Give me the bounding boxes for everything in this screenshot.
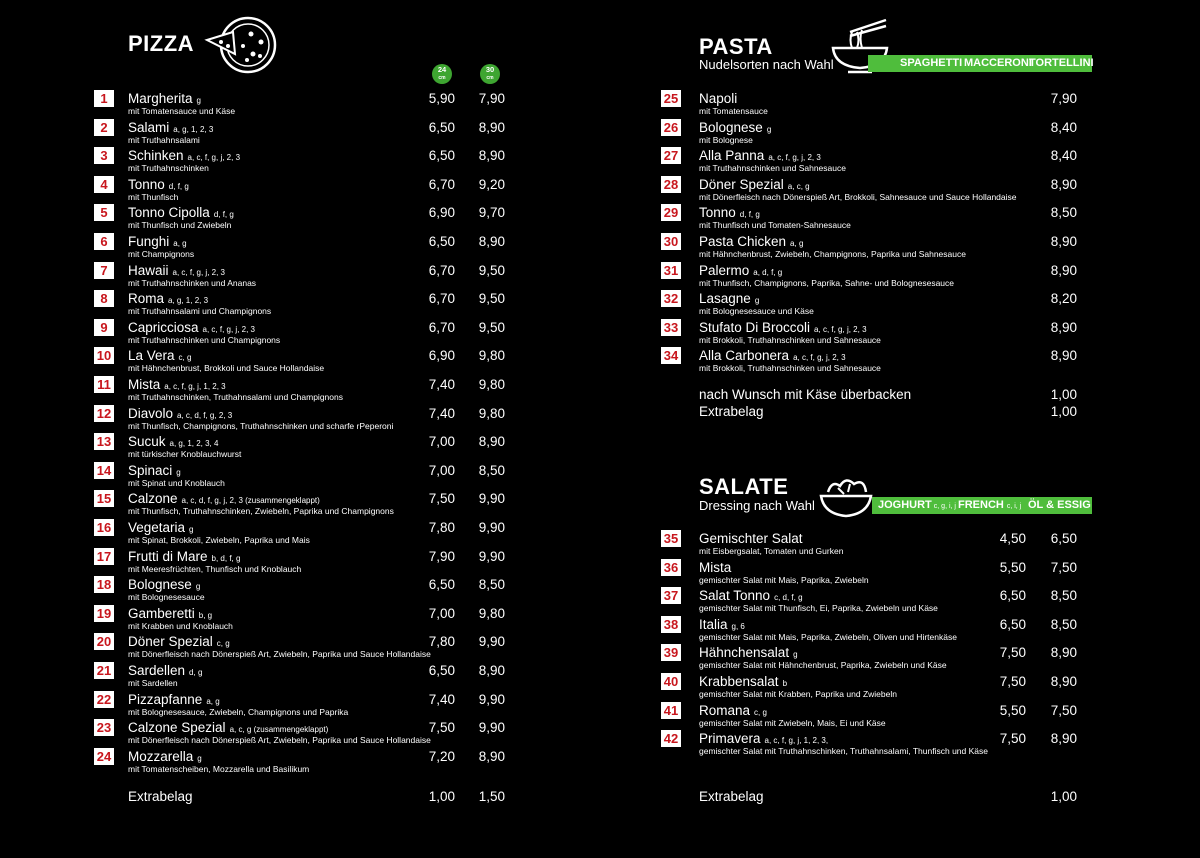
dressing-french: FRENCH c, i, j (958, 499, 1022, 511)
pizza-title: PIZZA (128, 31, 195, 56)
item-description: mit Bolognesesauce und Käse (699, 306, 814, 317)
item-allergens: a, g (790, 239, 804, 248)
item-name-text: Romana (699, 702, 751, 718)
item-price: 8,90 (1050, 176, 1077, 192)
price-small: 4,50 (999, 531, 1026, 546)
item-allergens: d, f, g (213, 210, 234, 220)
item-description: mit Tomatensauce (699, 106, 768, 116)
item-allergens: c, g (754, 707, 767, 717)
item-description: mit Truthahnschinken, Truthahnsalami und Champignons (128, 392, 343, 402)
item-description: mit Dönerfleisch nach Dönerspieß Art, Zwiebeln, Paprika und Sauce Hollandaise (128, 735, 431, 746)
item-name-text: Gamberetti (128, 605, 195, 621)
item-description: mit Tomatenscheiben, Mozzarella und Basilikum (128, 763, 310, 774)
price-large: 8,90 (1050, 674, 1077, 689)
item-number: 15 (94, 490, 114, 507)
item-number: 3 (94, 147, 114, 164)
item-name-text: Alla Carbonera (699, 348, 790, 364)
price-small: 7,50 (999, 674, 1026, 689)
item-description: mit Truthahnsalami (128, 134, 200, 145)
price-24cm: 6,70 (428, 291, 455, 307)
item-number: 29 (661, 204, 681, 221)
item-number: 4 (94, 176, 114, 193)
price-24cm: 7,80 (428, 634, 455, 650)
price-large: 6,50 (1050, 531, 1077, 546)
pasta-extra-cheese-label: nach Wunsch mit Käse überbacken (699, 387, 912, 402)
price-24cm: 7,90 (428, 548, 455, 564)
price-30cm: 9,80 (478, 605, 505, 621)
item-number: 9 (94, 319, 114, 336)
item-price: 8,90 (1050, 262, 1077, 278)
item-description: gemischter Salat mit Zwiebeln, Mais, Ei und Käse (699, 717, 886, 728)
item-price: 8,90 (1050, 234, 1077, 249)
price-30cm: 9,80 (478, 348, 505, 364)
item-name-text: Döner Spezial (699, 176, 784, 192)
price-30cm: 8,90 (478, 434, 505, 450)
item-name-text: Bolognese (128, 577, 192, 593)
item-number: 14 (94, 462, 114, 479)
item-name-text: Schinken (128, 148, 184, 164)
item-description: mit Bolognesesauce, Zwiebeln, Champignons und Paprika (128, 706, 349, 717)
item-description: mit Thunfisch und Zwiebeln (128, 220, 232, 231)
item-name-text: Tonno (699, 205, 736, 221)
item-description: mit türkischer Knoblauchwurst (128, 449, 242, 460)
item-name-text: Diavolo (128, 405, 174, 421)
price-30cm: 7,90 (478, 91, 505, 106)
item-description: mit Spinat und Knoblauch (128, 477, 225, 488)
item-description: gemischter Salat mit Mais, Paprika, Zwiebeln, Oliven und Hirtenkäse (699, 631, 957, 642)
item-name-text: Hähnchensalat (699, 645, 790, 661)
item-description: gemischter Salat mit Thunfisch, Ei, Paprika, Zwiebeln und Käse (699, 603, 938, 614)
pasta-extra-cheese-price: 1,00 (1050, 387, 1077, 402)
pasta-title: PASTA (699, 34, 773, 59)
item-name-text: Roma (128, 291, 165, 307)
item-number: 33 (661, 319, 681, 336)
salate-extra-label: Extrabelag (699, 789, 764, 804)
size-30-badge: 30 cm (480, 64, 500, 84)
item-number: 32 (661, 290, 681, 307)
item-description: mit Thunfisch (128, 191, 179, 202)
item-allergens: g (195, 582, 201, 592)
item-number: 8 (94, 290, 114, 307)
price-24cm: 7,40 (428, 405, 455, 421)
pizza-extra-price-24: 1,00 (428, 789, 455, 804)
price-24cm: 6,70 (428, 319, 455, 335)
item-number: 34 (661, 347, 681, 364)
item-name-text: Italia (699, 616, 728, 632)
item-number: 13 (94, 433, 114, 450)
price-30cm: 8,90 (478, 119, 505, 135)
item-number: 24 (94, 748, 114, 765)
item-description: mit Truthahnsalami und Champignons (128, 306, 272, 317)
item-allergens: g, 6 (731, 621, 745, 631)
item-number: 18 (94, 576, 114, 593)
price-24cm: 6,50 (428, 148, 455, 164)
price-24cm: 6,50 (428, 577, 455, 593)
item-number: 7 (94, 262, 114, 279)
price-small: 7,50 (999, 645, 1026, 661)
item-allergens: c, g (216, 639, 230, 649)
price-24cm: 7,50 (428, 491, 455, 507)
salate-subtitle: Dressing nach Wahl (699, 498, 815, 513)
price-small: 7,50 (999, 731, 1026, 747)
item-description: mit Hähnchenbrust, Brokkoli und Sauce Hollandaise (128, 363, 325, 374)
item-number: 12 (94, 405, 114, 422)
price-30cm: 9,90 (478, 520, 505, 535)
item-number: 31 (661, 262, 681, 279)
item-name-text: Mozzarella (128, 748, 194, 764)
item-allergens: d, f, g (168, 181, 189, 191)
item-description: mit Thunfisch, Champignons, Truthahnschinken und scharfe rPeperoni (128, 420, 394, 431)
pasta-type-spaghetti: SPAGHETTI (900, 57, 963, 69)
price-30cm: 9,70 (478, 205, 505, 221)
item-allergens: a, g, 1, 2, 3, 4 (169, 439, 219, 449)
item-description: mit Thunfisch, Truthahnschinken, Zwiebeln, Paprika und Champignons (128, 506, 394, 517)
item-allergens: a, c, d, f, g, 2, 3 (177, 410, 233, 420)
item-number: 27 (661, 147, 681, 164)
item-name-text: Gemischter Salat (699, 531, 803, 546)
price-24cm: 5,90 (428, 91, 455, 106)
item-name-text: Primavera (699, 731, 761, 747)
price-30cm: 8,50 (478, 462, 505, 478)
price-24cm: 7,80 (428, 520, 455, 535)
item-number: 2 (94, 119, 114, 136)
item-allergens: a, c, f, g, j, 1, 2, 3, (764, 736, 829, 746)
item-number: 28 (661, 176, 681, 193)
item-allergens: g (197, 753, 202, 763)
price-24cm: 7,00 (428, 605, 455, 621)
price-30cm: 9,90 (478, 720, 505, 736)
price-30cm: 9,50 (478, 262, 505, 278)
item-description: mit Bolognesesauce (128, 592, 205, 603)
price-large: 7,50 (1050, 702, 1077, 718)
pasta-type-tortellini: TORTELLINI (1029, 57, 1094, 69)
item-allergens: a, c, f, g, j, 2, 3 (814, 324, 867, 334)
price-30cm: 8,90 (478, 748, 505, 764)
item-number: 37 (661, 587, 681, 604)
item-price: 8,90 (1050, 348, 1077, 364)
item-description: mit Spinat, Brokkoli, Zwiebeln, Paprika und Mais (128, 535, 310, 545)
item-allergens: g (793, 650, 798, 660)
item-description: mit Bolognese (699, 134, 753, 145)
item-allergens: a, g, 1, 2, 3 (168, 296, 209, 306)
item-allergens: d, g (189, 668, 203, 677)
item-description: mit Eisbergsalat, Tomaten und Gurken (699, 546, 844, 556)
price-30cm: 9,90 (478, 634, 505, 650)
item-price: 7,90 (1050, 91, 1077, 106)
item-number: 23 (94, 719, 114, 736)
price-small: 6,50 (999, 616, 1026, 632)
item-allergens: g (189, 525, 194, 534)
item-name-text: Capricciosa (128, 319, 199, 335)
item-description: mit Truthahnschinken und Champignons (128, 334, 281, 345)
item-description: mit Truthahnschinken (128, 163, 209, 174)
salad-bowl-icon (818, 474, 874, 520)
item-name-text: Salat Tonno (699, 588, 771, 604)
item-name-text: Tonno (128, 176, 165, 192)
item-allergens: a, c, f, g, j, 2, 3 (793, 353, 846, 363)
item-number: 1 (94, 90, 114, 107)
item-description: mit Thunfisch und Tomaten-Sahnesauce (699, 220, 851, 231)
item-name-text: Funghi (128, 234, 170, 249)
item-name-text: Sardellen (128, 663, 186, 678)
item-name-text: Frutti di Mare (128, 548, 208, 564)
price-30cm: 9,50 (478, 291, 505, 307)
item-description: mit Hähnchenbrust, Zwiebeln, Champignons, Paprika und Sahnesauce (699, 249, 966, 259)
item-allergens: a, g, 1, 2, 3 (173, 124, 214, 134)
item-number: 20 (94, 633, 114, 650)
item-number: 38 (661, 616, 681, 633)
item-name-text: Vegetaria (128, 520, 186, 535)
price-24cm: 7,40 (428, 691, 455, 707)
price-large: 8,90 (1050, 645, 1077, 661)
item-name-text: La Vera (128, 348, 175, 364)
price-small: 5,50 (999, 559, 1026, 575)
item-allergens: a, c, f, g, j, 2, 3 (202, 324, 255, 334)
item-name-text: Margherita (128, 91, 193, 106)
price-24cm: 6,90 (428, 348, 455, 364)
price-small: 6,50 (999, 588, 1026, 604)
price-30cm: 9,90 (478, 491, 505, 507)
item-allergens: b, g (198, 610, 213, 620)
price-24cm: 6,90 (428, 205, 455, 221)
item-number: 17 (94, 548, 114, 565)
item-name-text: Hawaii (128, 262, 169, 278)
price-30cm: 9,80 (478, 377, 505, 392)
item-price: 8,40 (1050, 148, 1077, 164)
price-30cm: 9,80 (478, 405, 505, 421)
item-name-text: Mista (699, 559, 732, 575)
pizza-slice-icon (203, 16, 281, 74)
pasta-type-macceroni: MACCERONI (964, 57, 1032, 69)
item-description: gemischter Salat mit Krabben, Paprika und Zwiebeln (699, 689, 897, 699)
item-allergens: d, f, g (739, 210, 760, 220)
item-description: mit Tomatensauce und Käse (128, 106, 236, 116)
item-description: mit Sardellen (128, 678, 178, 688)
price-large: 8,50 (1050, 588, 1077, 604)
price-24cm: 7,00 (428, 462, 455, 478)
item-description: mit Krabben und Knoblauch (128, 620, 233, 631)
item-number: 5 (94, 204, 114, 221)
item-allergens: a, c, d, f, g, j, 2, 3 (zusammengeklappt) (181, 496, 320, 506)
item-allergens: c, g (178, 353, 192, 363)
item-number: 26 (661, 119, 681, 136)
item-allergens: g (176, 467, 181, 477)
price-small: 5,50 (999, 702, 1026, 718)
item-number: 36 (661, 559, 681, 576)
item-number: 35 (661, 530, 681, 547)
item-allergens: a, g (206, 696, 220, 706)
item-number: 39 (661, 644, 681, 661)
item-price: 8,40 (1050, 119, 1077, 135)
dressing-bar (872, 497, 1092, 514)
item-name-text: Bolognese (699, 119, 763, 135)
item-price: 8,90 (1050, 319, 1077, 335)
item-name-text: Calzone (128, 491, 178, 507)
item-description: mit Brokkoli, Truthahnschinken und Sahnesauce (699, 363, 881, 374)
price-24cm: 7,50 (428, 720, 455, 736)
salate-extra-price: 1,00 (1050, 789, 1077, 804)
item-allergens: a, c, f, g, j, 2, 3 (187, 153, 241, 163)
dressing-oel-essig: ÖL & ESSIG (1028, 499, 1091, 511)
price-30cm: 9,20 (478, 176, 505, 192)
item-number: 42 (661, 730, 681, 747)
item-number: 6 (94, 233, 114, 250)
item-number: 25 (661, 90, 681, 107)
item-number: 16 (94, 519, 114, 536)
item-description: mit Brokkoli, Truthahnschinken und Sahnesauce (699, 334, 881, 345)
item-description: mit Meeresfrüchten, Thunfisch und Knoblauch (128, 563, 302, 574)
item-name-text: Sucuk (128, 434, 166, 450)
price-24cm: 7,20 (428, 748, 455, 764)
item-description: gemischter Salat mit Truthahnschinken, Truthahnsalami, Thunfisch und Käse (699, 746, 988, 757)
item-name-text: Salami (128, 119, 170, 135)
item-name-text: Mista (128, 377, 161, 392)
item-allergens: g (754, 296, 760, 306)
price-24cm: 6,50 (428, 119, 455, 135)
item-description: mit Truthahnschinken und Sahnesauce (699, 163, 846, 174)
item-allergens: a, d, f, g (753, 267, 783, 277)
price-30cm: 9,90 (478, 691, 505, 707)
item-number: 41 (661, 702, 681, 719)
item-name-text: Spinaci (128, 462, 173, 478)
price-30cm: 8,90 (478, 234, 505, 249)
item-description: mit Thunfisch, Champignons, Paprika, Sahne- und Bolognesesauce (699, 277, 954, 288)
pasta-types-bar (868, 55, 1092, 72)
item-name-text: Calzone Spezial (128, 720, 226, 736)
price-30cm: 9,90 (478, 548, 505, 564)
item-allergens: a, c, g (787, 181, 810, 191)
item-allergens: c, d, f, g (774, 593, 803, 603)
item-allergens: a, c, g (zusammengeklappt) (229, 725, 329, 735)
price-large: 8,50 (1050, 616, 1077, 632)
item-allergens: b (782, 679, 788, 688)
item-name-text: Alla Panna (699, 148, 765, 164)
item-price: 8,50 (1050, 205, 1077, 221)
item-name-text: Pasta Chicken (699, 234, 787, 249)
item-number: 11 (94, 376, 114, 393)
item-description: gemischter Salat mit Hähnchenbrust, Paprika, Zwiebeln und Käse (699, 660, 947, 671)
pizza-extra-price-30: 1,50 (478, 789, 505, 804)
item-allergens: a, c, f, g, j, 2, 3 (768, 153, 821, 163)
item-number: 21 (94, 662, 114, 679)
item-allergens: a, c, f, g, j, 2, 3 (172, 267, 225, 277)
price-24cm: 6,50 (428, 663, 455, 678)
item-name-text: Palermo (699, 262, 750, 278)
pasta-subtitle: Nudelsorten nach Wahl (699, 57, 834, 72)
item-name-text: Lasagne (699, 291, 751, 307)
item-number: 40 (661, 673, 681, 690)
price-large: 8,90 (1050, 731, 1077, 747)
salate-title: SALATE (699, 474, 789, 499)
price-30cm: 8,90 (478, 663, 505, 678)
item-price: 8,20 (1050, 291, 1077, 307)
item-description: gemischter Salat mit Mais, Paprika, Zwiebeln (699, 574, 869, 585)
price-24cm: 6,70 (428, 176, 455, 192)
item-allergens: b, d, f, g (211, 553, 241, 563)
price-24cm: 7,00 (428, 434, 455, 450)
pasta-extrabelag-price: 1,00 (1050, 404, 1077, 419)
price-large: 7,50 (1050, 559, 1077, 575)
item-description: mit Dönerfleisch nach Dönerspieß Art, Brokkoli, Sahnesauce und Sauce Hollandaise (699, 191, 1017, 202)
size-24-badge: 24 cm (432, 64, 452, 84)
price-24cm: 6,50 (428, 234, 455, 249)
pizza-extra-label: Extrabelag (128, 789, 193, 804)
price-30cm: 8,90 (478, 148, 505, 164)
item-name-text: Döner Spezial (128, 634, 213, 650)
price-24cm: 6,70 (428, 262, 455, 278)
item-description: mit Truthahnschinken und Ananas (128, 277, 257, 288)
pasta-extrabelag-label: Extrabelag (699, 404, 764, 419)
price-30cm: 8,50 (478, 577, 505, 593)
price-24cm: 7,40 (428, 377, 455, 392)
item-description: mit Dönerfleisch nach Dönerspieß Art, Zwiebeln, Paprika und Sauce Hollandaise (128, 649, 431, 660)
item-name-text: Stufato Di Broccoli (699, 319, 811, 335)
item-name-text: Napoli (699, 91, 738, 106)
item-allergens: a, c, f, g, j, 1, 2, 3 (164, 382, 226, 391)
item-allergens: a, g (173, 239, 187, 248)
item-number: 10 (94, 347, 114, 364)
item-description: mit Champignons (128, 249, 195, 259)
item-name-text: Pizzapfanne (128, 691, 203, 707)
item-number: 22 (94, 691, 114, 708)
item-allergens: g (196, 96, 201, 105)
item-allergens: g (766, 124, 772, 134)
item-number: 19 (94, 605, 114, 622)
item-name-text: Krabbensalat (699, 674, 779, 689)
item-number: 30 (661, 233, 681, 250)
item-name-text: Tonno Cipolla (128, 205, 210, 221)
dressing-joghurt: JOGHURT c, g, i, j (878, 499, 956, 511)
price-30cm: 9,50 (478, 319, 505, 335)
